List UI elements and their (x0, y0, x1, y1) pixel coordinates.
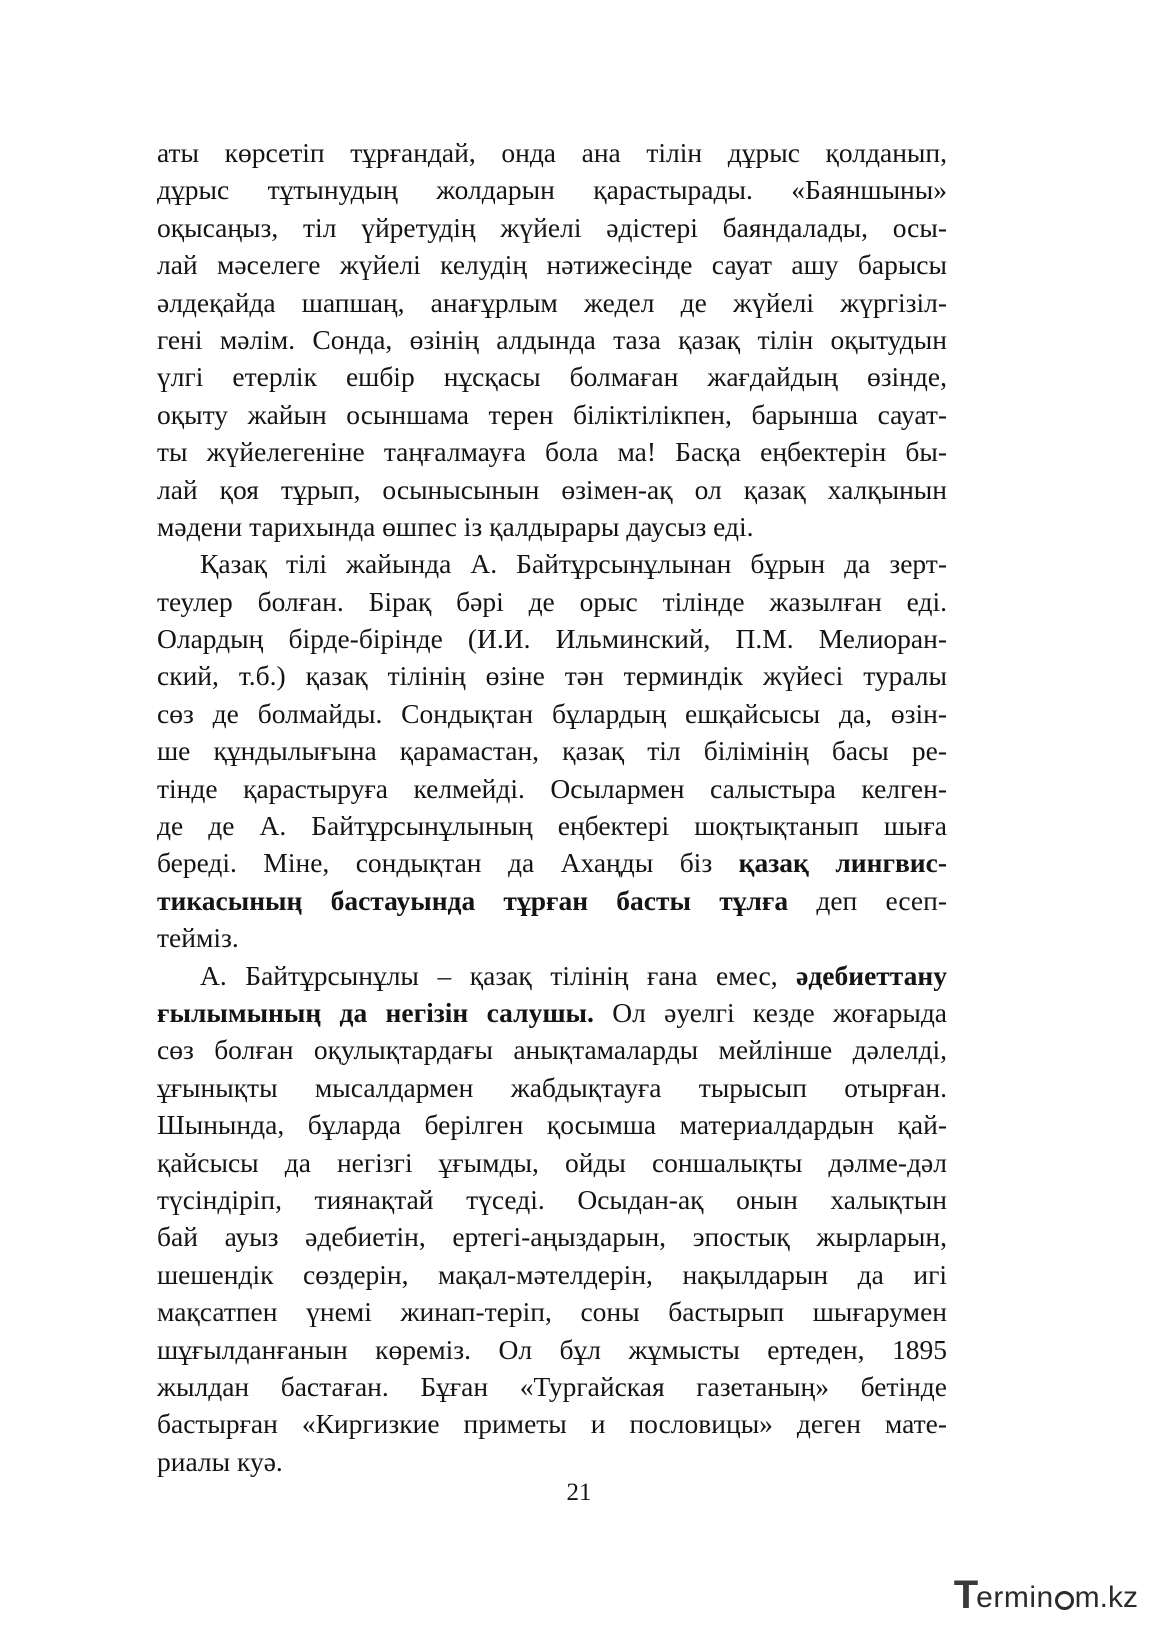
page-text (157, 134, 947, 1480)
logo-text: ermin (976, 1581, 1054, 1614)
text-line: оқысаңыз, тіл үйретудің жүйелі әдістері баяндалады, осы- (157, 211, 947, 243)
text-line: Олардың бірде-бірінде (И.И. Ильминский, П.М. Мелиоран- (157, 623, 947, 655)
termincom-logo (954, 1571, 1138, 1615)
text-line: лай қоя тұрып, осынысынын өзімен-ақ ол қазақ халқынын (157, 473, 947, 505)
bold-text: қазақ лингвис- (738, 847, 947, 879)
text-line: Шынында, бұларда берілген қосымша материалдардын қай- (157, 1109, 947, 1141)
text-line: шешендік сөздерін, мақал-мәтелдерін, нақылдарын да игі (157, 1258, 947, 1290)
logo-text: m.kz (1074, 1581, 1138, 1614)
text-line (157, 957, 947, 994)
text-line: сөз де болмайды. Сондықтан бұлардың ешқайсысы да, өзін- (157, 697, 947, 729)
text-line: үлгі етерлік ешбір нұсқасы болмаған жағдайдың өзінде, (157, 361, 947, 393)
text-line: ты жүйелегеніне таңғалмауға бола ма! Басқа еңбектерін бы- (157, 436, 947, 468)
text-line: де де А. Байтұрсынұлының еңбектері шоқтықтанып шыға (157, 810, 947, 842)
text-span: деп есеп- (788, 884, 947, 916)
text-line: лай мәселеге жүйелі келудің нәтижесінде сауат ашу барысы (157, 249, 947, 281)
text-line: қайсысы да негізгі ұғымды, ойды соншалықты дәлме-дәл (157, 1146, 947, 1178)
logo-letter: T (953, 1573, 977, 1617)
ring-icon (1055, 1591, 1074, 1610)
text-line: тінде қарастыруға келмейді. Осылармен салыстыра келген- (157, 772, 947, 804)
text-line: жылдан бастаған. Бұған «Тургайская газетаның» бетінде (157, 1370, 947, 1402)
bold-text: ғылымының да негізін салушы. (157, 996, 594, 1028)
text-line: сөз болған оқулықтардағы анықтамаларды мейлінше дәлелді, (157, 1034, 947, 1066)
text-line (157, 882, 947, 919)
text-line: ше құндылығына қарамастан, қазақ тіл білімінің басы ре- (157, 735, 947, 767)
text-line: ұғынықты мысалдармен жабдықтауға тырысып отырған. (157, 1071, 947, 1103)
bold-text: әдебиеттану (796, 959, 947, 991)
text-line: ский, т.б.) қазақ тілінің өзіне тән терминдік жүйесі туралы (157, 660, 947, 692)
text-line: риалы куә. (157, 1445, 283, 1477)
text-span: А. Байтұрсынұлы – қазақ тілінің ғана емес, (200, 959, 797, 991)
text-line: түсіндіріп, тиянақтай түседі. Осыдан-ақ онын халықтын (157, 1183, 947, 1215)
text-line: әлдеқайда шапшаң, анағұрлым жедел де жүйелі жүргізіл- (157, 286, 947, 318)
text-line (157, 994, 947, 1031)
text-line: мәдени тарихында өшпес із қалдырары даусыз еді. (157, 510, 754, 542)
text-line: дұрыс тұтынудың жолдарын қарастырады. «Баяншыны» (157, 174, 947, 206)
text-line: Қазақ тілі жайында А. Байтұрсынұлынан бұрын да зерт- (200, 548, 947, 580)
text-line: мақсатпен үнемі жинап-теріп, соны бастырып шығарумен (157, 1296, 947, 1328)
text-line: гені мәлім. Сонда, өзінің алдында таза қазақ тілін оқытудын (157, 323, 947, 355)
bold-text: тикасының бастауында тұрған басты тұлға (157, 884, 789, 916)
text-line (157, 844, 947, 881)
text-line: аты көрсетіп тұрғандай, онда ана тілін дұрыс қолданып, (157, 137, 947, 168)
text-line: теулер болған. Бірақ бәрі де орыс тілінде жазылған еді. (157, 585, 947, 617)
text-line: оқыту жайын осыншама терен біліктілікпен, барынша сауат- (157, 398, 947, 430)
text-span: Ол әуелгі кезде жоғарыда (593, 996, 948, 1028)
text-line: бай ауыз әдебиетін, ертегі-аңыздарын, эпостық жырларын, (157, 1221, 947, 1253)
page-number: 21 (566, 1479, 592, 1506)
text-line: тейміз. (157, 922, 239, 954)
text-line: бастырған «Киргизкие приметы и пословицы» деген мате- (157, 1408, 947, 1440)
text-span: береді. Міне, сондықтан да Ахаңды біз (157, 847, 739, 879)
text-line: шұғылданғанын көреміз. Ол бұл жұмысты ертеден, 1895 (157, 1333, 947, 1365)
